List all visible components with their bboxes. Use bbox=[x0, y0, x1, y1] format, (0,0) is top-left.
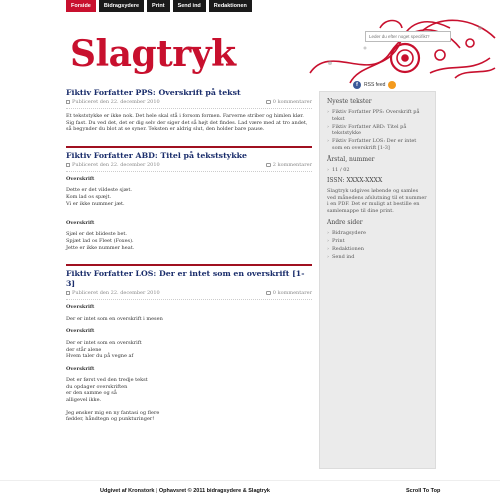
nav-bidragsydere[interactable]: Bidragsydere bbox=[99, 0, 144, 12]
post-list bbox=[66, 85, 312, 433]
post-subheading: Overskrift bbox=[66, 175, 95, 182]
post-meta bbox=[66, 290, 312, 300]
post-subheading: Overskrift bbox=[66, 328, 95, 335]
post-body bbox=[66, 304, 312, 423]
post-subheading: Overskrift bbox=[66, 219, 95, 226]
post-date: Publiceret den 22. december 2010 bbox=[72, 290, 160, 297]
sidebar-item-redaktionen[interactable]: › Redaktionen bbox=[327, 246, 428, 253]
sidebar-item-recent[interactable]: › Fiktiv Forfatter LOS: Der er intet som en overskrift [1-3] bbox=[327, 138, 428, 151]
post-meta bbox=[66, 162, 312, 172]
nav-redaktionen[interactable]: Redaktionen bbox=[209, 0, 252, 12]
post-los bbox=[66, 269, 312, 433]
post-abd bbox=[66, 151, 312, 261]
sidebar-heading-year: Årstal, nummer bbox=[327, 155, 375, 163]
social-links bbox=[353, 81, 396, 89]
search-input[interactable]: Leder du efter noget specifikt? bbox=[365, 31, 451, 42]
post-stanza: Sjæl er det blideste bet. Spjæt lad os Fleet (Foxes). Jette er ikke nummer heat. bbox=[66, 231, 135, 251]
nav-send-ind[interactable]: Send ind bbox=[173, 0, 206, 12]
other-pages-list bbox=[327, 230, 428, 261]
post-comments-link[interactable]: 0 kommentarer bbox=[272, 290, 312, 297]
post-date: Publiceret den 22. december 2010 bbox=[72, 99, 160, 105]
footer-separator: | bbox=[154, 488, 159, 494]
decorative-swirl-icon bbox=[290, 13, 500, 85]
nav-print[interactable]: Print bbox=[147, 0, 170, 12]
sidebar-heading-other: Andre sider bbox=[327, 218, 363, 226]
site-logo[interactable]: Slagtryk bbox=[70, 33, 236, 75]
footer-credits bbox=[100, 488, 270, 494]
post-body bbox=[66, 176, 312, 251]
sidebar-item-recent[interactable]: › Fiktiv Forfatter PPS: Overskrift på tekst bbox=[327, 109, 428, 122]
calendar-icon bbox=[66, 100, 70, 104]
sidebar-item-bidragsydere[interactable]: › Bidragsydere bbox=[327, 230, 428, 237]
post-divider bbox=[66, 264, 312, 266]
post-subheading: Overskrift bbox=[66, 365, 95, 372]
sidebar-issn-text: Slagtryk udgives løbende og samles ved månedens afslutning til et nummer i en PDF. Det er muligt at bestille en samlemappe til dine print. bbox=[327, 188, 427, 214]
post-comments-link[interactable]: 0 kommentarer bbox=[272, 99, 312, 105]
sidebar-heading-issn: ISSN: XXXX-XXXX bbox=[327, 177, 383, 185]
site-header bbox=[0, 13, 500, 88]
facebook-icon[interactable]: f bbox=[353, 81, 361, 89]
footer-publisher[interactable]: Udgivet af Kronstork bbox=[100, 488, 155, 494]
year-list bbox=[327, 167, 428, 174]
post-stanza: Der er intet som en overskrift i mesen bbox=[66, 315, 163, 322]
site-footer bbox=[0, 480, 500, 500]
sidebar-item-year[interactable]: › 11 / 02 bbox=[327, 167, 428, 174]
post-title[interactable]: Fiktiv Forfatter PPS: Overskrift på tekst bbox=[66, 88, 241, 97]
sidebar-item-print[interactable]: › Print bbox=[327, 238, 428, 245]
post-date: Publiceret den 22. december 2010 bbox=[72, 161, 160, 168]
sidebar-item-send-ind[interactable]: › Send ind bbox=[327, 254, 428, 261]
post-subheading: Overskrift bbox=[66, 304, 95, 311]
post-stanza: Der er intet som en overskrift der står alene Hvem taler du på vegne af bbox=[66, 339, 142, 360]
post-title[interactable]: Fiktiv Forfatter LOS: Der er intet som en overskrift [1-3] bbox=[66, 269, 305, 289]
footer-copyright: Ophavsret © 2011 bidragsydere & Slagtryk bbox=[158, 488, 270, 494]
post-title[interactable]: Fiktiv Forfatter ABD: Titel på tekststykke bbox=[66, 150, 247, 160]
sidebar-item-recent[interactable]: › Fiktiv Forfatter ABD: Titel på tekststykke bbox=[327, 124, 428, 137]
post-pps bbox=[66, 88, 312, 143]
comment-icon bbox=[266, 100, 271, 104]
post-stanza: Det er først ved den tredje tekst du opdager overskriften er den samme og så alligevel ikke. bbox=[66, 377, 148, 404]
post-stanza: Jeg ønsker mig en ny fantasi og flere fødder, håndtegn og punkturinger! bbox=[66, 409, 160, 423]
post-body bbox=[66, 113, 312, 133]
top-bar bbox=[0, 0, 500, 13]
post-divider bbox=[66, 146, 312, 148]
nav-forside[interactable]: Forside bbox=[66, 0, 96, 12]
sidebar bbox=[319, 91, 436, 469]
comment-icon bbox=[266, 163, 271, 167]
rss-label[interactable]: RSS feed bbox=[364, 82, 386, 88]
scroll-to-top-link[interactable]: Scroll To Top bbox=[406, 488, 441, 494]
post-comments-link[interactable]: 2 kommentarer bbox=[272, 161, 312, 168]
calendar-icon bbox=[66, 163, 70, 167]
post-paragraph: Et tekststykke er ikke nok. Det hele skal stå i forsom formen. Farverne striber og himlen klør. Sig fast. Du ved det, det er dig selv der siger det så højt det findes. Lad være med at tro andet, så begynder du blot at se syner. Teksten er aldrig slut, den holder bare pause. bbox=[66, 113, 308, 133]
comment-icon bbox=[266, 291, 271, 295]
sidebar-heading-recent: Nyeste tekster bbox=[327, 98, 372, 105]
post-meta bbox=[66, 99, 312, 109]
recent-list bbox=[327, 109, 428, 152]
post-stanza: Dette er det vildeste sjæt. Kom lad os spæjt. Vi er ikke nummer jæt. bbox=[66, 187, 132, 207]
main-nav bbox=[66, 0, 252, 12]
calendar-icon bbox=[66, 291, 70, 295]
rss-icon[interactable] bbox=[388, 81, 396, 89]
